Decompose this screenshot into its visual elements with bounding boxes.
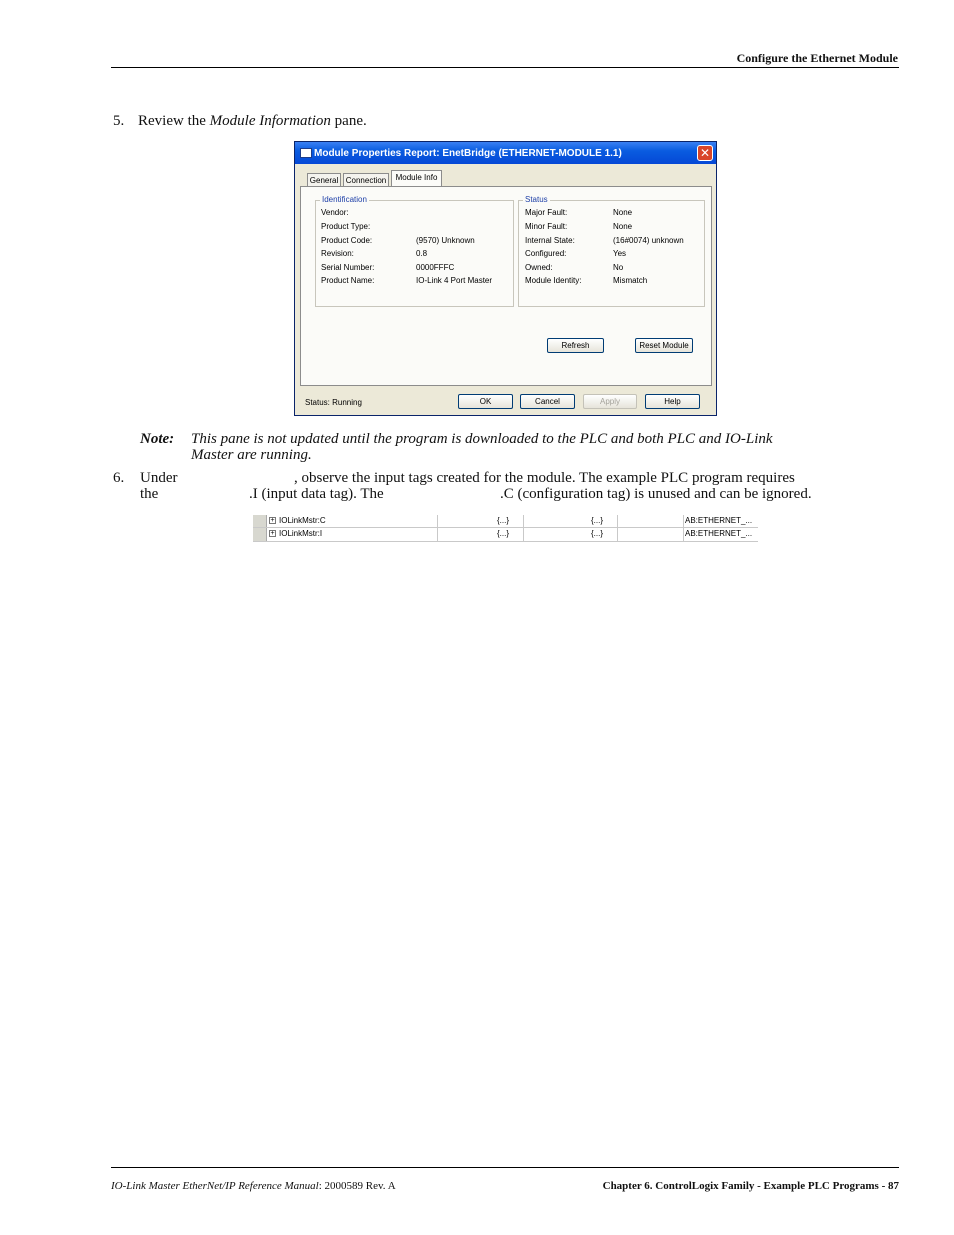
footer-rule [111,1167,899,1168]
row-gutter [253,515,267,527]
tab-connection[interactable]: Connection [343,173,389,186]
tag-name: IOLinkMstr:I [279,529,323,538]
step-5-emphasis: Module Information [209,113,331,129]
column-divider [683,515,684,542]
expand-plus-icon[interactable]: + [270,530,275,537]
step-6-line1-start: Under [140,470,178,486]
tag-data-type: AB:ETHERNET_... [685,516,753,525]
reset-module-button[interactable]: Reset Module [635,338,693,353]
column-divider [617,515,618,542]
expand-plus-icon[interactable]: + [270,517,275,524]
apply-button[interactable]: Apply [583,394,637,409]
identification-title: Identification [322,195,367,204]
module-info-panel [300,186,712,386]
column-divider [523,515,524,542]
note-line-1: This pane is not updated until the program is downloaded to the PLC and both PLC and IO-Link [191,431,773,447]
tab-module-info[interactable]: Module Info [391,170,442,186]
row-gutter [253,528,267,541]
module-identity-label: Module Identity: [525,276,582,285]
footer-left [111,1180,396,1192]
manual-revision: : 2000589 Rev. A [318,1180,396,1192]
note-label: Note: [140,431,175,447]
note-line-2: Master are running. [191,447,312,463]
step-5 [113,113,367,129]
close-icon[interactable]: ✕ [697,145,713,161]
tag-force-mask: {...} [591,516,604,525]
status-group [518,195,705,307]
refresh-button[interactable]: Refresh [547,338,604,353]
internal-state-value: (16#0074) unknown [613,236,684,245]
owned-value: No [613,263,624,272]
configured-value: Yes [613,249,627,258]
step-6-line1-end: , observe the input tags created for the module. The example PLC program requires [294,470,795,486]
step-5-number: 5. [113,113,125,129]
running-header: Configure the Ethernet Module [736,51,898,65]
step-6-line2-end: .C (configuration tag) is unused and can be ignored. [500,486,812,502]
window-icon [300,148,312,158]
manual-title: IO-Link Master EtherNet/IP Reference Manual [111,1180,319,1192]
controller-tags-table [253,515,758,542]
cancel-button[interactable]: Cancel [520,394,575,409]
major-fault-label: Major Fault: [525,208,568,217]
step-6-line2-mid: .I (input data tag). The [249,486,384,502]
step-6-line2-start: the [140,486,159,502]
step-5-post: pane. [334,113,367,129]
tag-value: {...} [497,516,510,525]
internal-state-label: Internal State: [525,236,575,245]
serial-number-label: Serial Number: [321,263,375,272]
header-rule [111,67,899,68]
module-properties-dialog [294,141,717,416]
owned-label: Owned: [525,263,553,272]
configured-label: Configured: [525,249,567,258]
tag-force-mask: {...} [591,529,604,538]
minor-fault-label: Minor Fault: [525,222,568,231]
product-code-value: (9570) Unknown [416,236,475,245]
vendor-label: Vendor: [321,208,349,217]
dialog-titlebar[interactable] [295,142,716,164]
ok-button[interactable]: OK [458,394,513,409]
module-identity-value: Mismatch [613,276,648,285]
dialog-status-text: Status: Running [305,398,362,407]
serial-number-value: 0000FFFC [416,263,455,272]
minor-fault-value: None [613,222,633,231]
product-name-label: Product Name: [321,276,375,285]
footer-right: Chapter 6. ControlLogix Family - Example PLC Programs - 87 [602,1180,899,1192]
product-code-label: Product Code: [321,236,373,245]
tag-value: {...} [497,529,510,538]
tab-general[interactable]: General [307,173,341,186]
product-name-value: IO-Link 4 Port Master [416,276,493,285]
column-divider [437,515,438,542]
dialog-title: Module Properties Report: EnetBridge (ETHERNET-MODULE 1.1) [314,148,622,159]
status-group-title: Status [525,195,548,204]
major-fault-value: None [613,208,633,217]
help-button[interactable]: Help [645,394,700,409]
product-type-label: Product Type: [321,222,371,231]
step-5-pre: Review the [138,113,206,129]
tag-data-type: AB:ETHERNET_... [685,529,753,538]
tag-name: IOLinkMstr:C [279,516,326,525]
identification-group [315,195,514,307]
revision-value: 0.8 [416,249,428,258]
revision-label: Revision: [321,249,354,258]
step-6-number: 6. [113,470,125,486]
